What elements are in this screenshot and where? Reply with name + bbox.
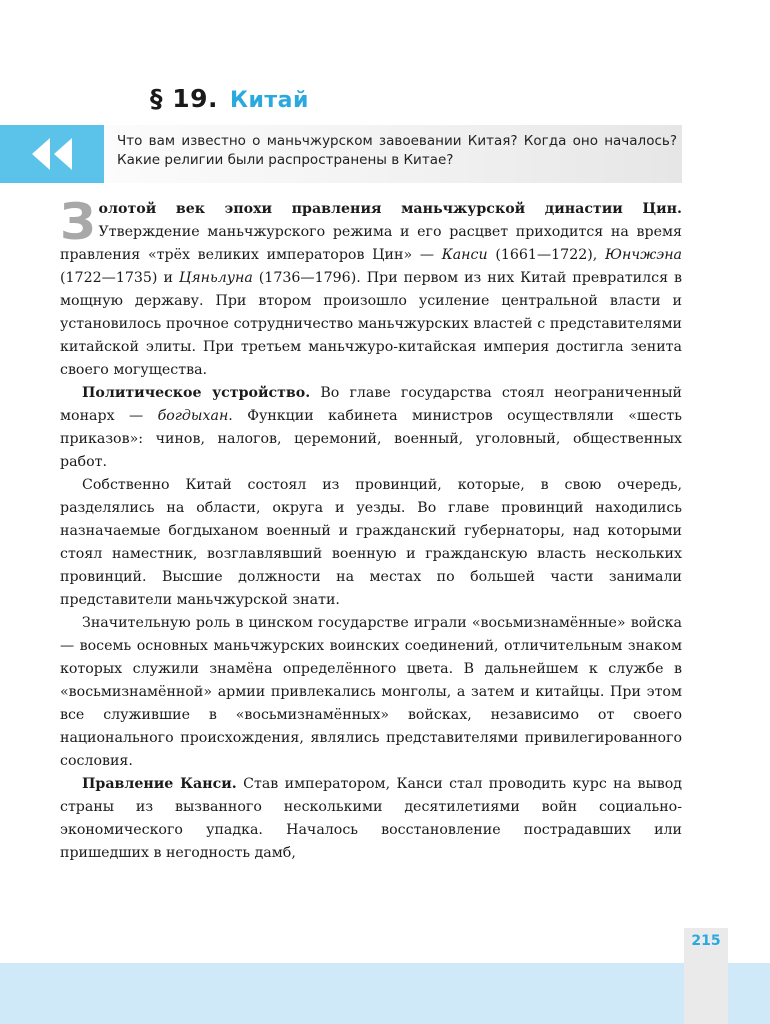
emperor-name: Юнчжэна: [605, 247, 682, 263]
paragraph-text: Во главе государства стоял неограниченный монарх —: [60, 385, 682, 424]
paragraph-text: Став императором, Канси стал проводить курс на вывод страны из вызванного несколькими десятилетиями войн социально-экономического упадка. Началось восстановление пострадавших или пришедших в негодность дамб,: [60, 776, 683, 861]
term-bogdykhan: богдыхан: [157, 408, 229, 424]
drop-cap: З: [60, 193, 96, 251]
paragraph-1: [60, 193, 682, 382]
paragraph-text: (1722—1735) и: [60, 270, 179, 286]
paragraph-2: [60, 382, 682, 474]
paragraph-3: Собственно Китай состоял из провинций, которые, в свою очередь, разделялись на области, округа и уезды. Во главе провинций находились назначаемые богдыханом военный и гражданский губернаторы, над которыми стоял наместник, возглавлявший военную и гражданскую власть нескольких провинций. Высшие должности на местах по большей части занимали представители маньчжурской знати.: [60, 477, 682, 608]
paragraph-text: (1661—1722),: [487, 247, 606, 263]
rewind-icon: [0, 125, 104, 183]
emperor-name: Канси: [441, 247, 488, 263]
paragraph-text: Утверждение маньчжурского режима и его расцвет приходится на время правления «трёх великих императоров Цин» —: [60, 224, 682, 263]
subheading-political-system: Политическое устройство.: [82, 385, 311, 401]
section-number: § 19.: [150, 84, 218, 113]
paragraph-4: Значительную роль в цинском государстве играли «восьмизнамённые» войска — восемь основных маньчжурских воинских соединений, отличительным знаком которых служили знамёна определённого цвета. В дальнейшем к службе в «восьмизнамённой» армии привлекались монголы, а затем и китайцы. При этом все служившие в «восьмизнамённых» войсках, независимо от своего национального происхождения, являлись представителями привилегированного сословия.: [60, 615, 682, 769]
subheading-golden-age: олотой век эпохи правления маньчжурской династии Цин.: [98, 201, 682, 217]
section-title: Китай: [230, 88, 309, 113]
section-heading: [150, 84, 309, 113]
paragraph-5: [60, 773, 682, 865]
footer-band: [0, 963, 770, 1024]
paragraph-text: . Функции кабинета министров осуществляли «шесть приказов»: чинов, налогов, церемоний, военный, уголовный, общественных работ.: [60, 408, 682, 470]
emperor-name: Цяньлуна: [178, 270, 253, 286]
review-questions: Что вам известно о маньчжурском завоевании Китая? Когда оно началось? Какие религии были распространены в Китае?: [117, 133, 677, 168]
paragraph-text: (1736—1796). При первом из них Китай превратился в мощную державу. При втором произошло усиление центральной власти и установилось прочное сотрудничество маньчжурских властей с представителями китайской элиты. При третьем маньчжуро-китайская империя достигла зенита своего могущества.: [60, 270, 682, 378]
article-body: [60, 193, 683, 865]
subheading-kangxi-reign: Правление Канси.: [82, 776, 237, 792]
page-number: 215: [691, 933, 721, 949]
